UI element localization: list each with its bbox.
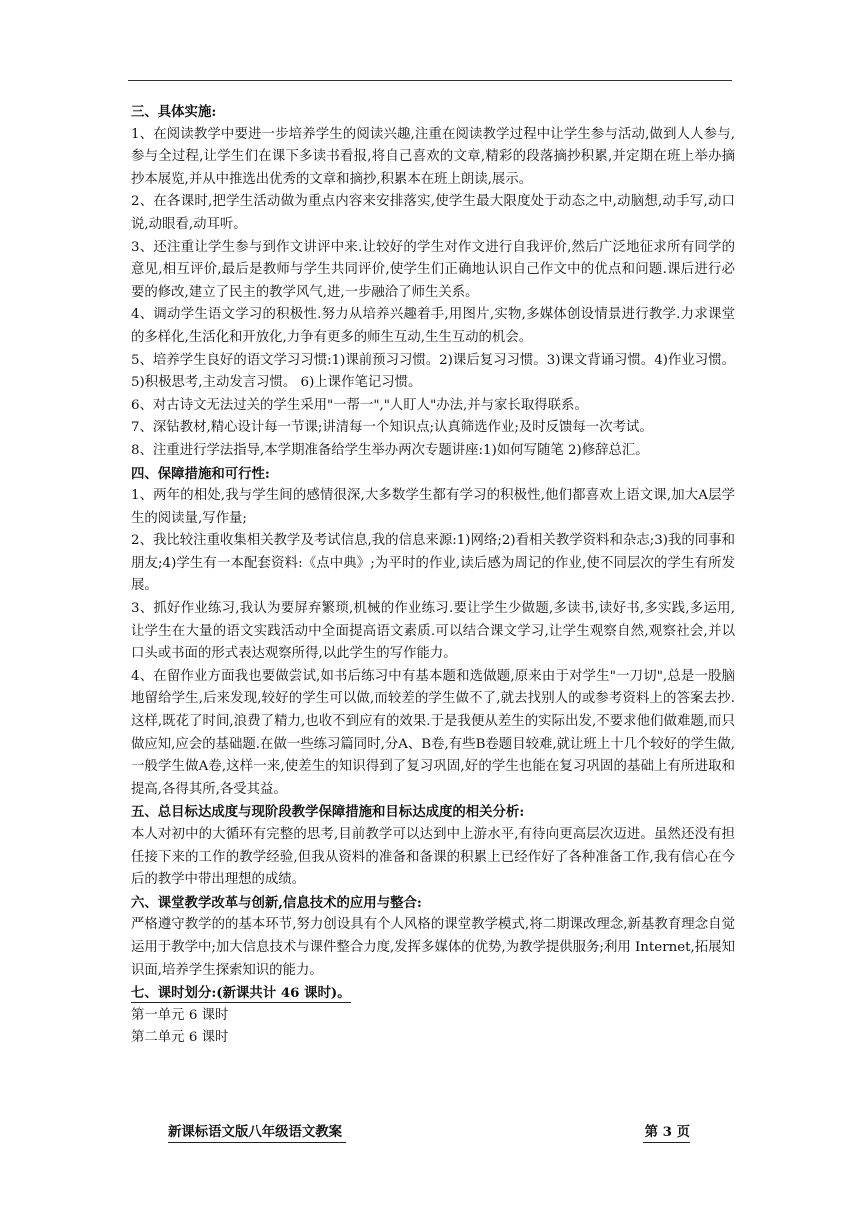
paragraph: 1、在阅读教学中要进一步培养学生的阅读兴趣,注重在阅读教学过程中让学生参与活动,做到人人参与,参与全过程,让学生们在课下多读书看报,将自己喜欢的文章,精彩的段落摘抄积累,并定期在班上举办摘抄本展览,并从中推选出优秀的文章和摘抄,积累本在班上朗读,展示。 — [131, 126, 735, 187]
document-body — [131, 101, 735, 1050]
page-footer — [168, 1121, 690, 1145]
section-heading-7-text: 七、课时划分:(新课共计 46 课时)。 — [131, 985, 351, 1002]
footer-title: 新课标语文版八年级语文教案 — [168, 1121, 346, 1143]
section-heading-6: 六、课堂教学改革与创新,信息技术的应用与整合: — [131, 894, 422, 911]
paragraph: 本人对初中的大循环有完整的思考,目前教学可以达到中上游水平,有待向更高层次迈进。虽然还没有担任接下来的工作的教学经验,但我从资料的准备和备课的积累上已经作好了各种准备工作,我有信心在今后的教学中带出理想的成绩。 — [131, 827, 735, 888]
paragraph: 4、调动学生语文学习的积极性.努力从培养兴趣着手,用图片,实物,多媒体创设情景进行教学.力求课堂的多样化,生活化和开放化,力争有更多的师生互动,生生互动的机会。 — [131, 307, 735, 345]
page-number: 第 3 页 — [643, 1121, 690, 1143]
paragraph: 3、还注重让学生参与到作文讲评中来.让较好的学生对作文进行自我评价,然后广泛地征求所有同学的意见,相互评价,最后是教师与学生共同评价,使学生们正确地认识自己作文中的优点和问题.课后进行必要的修改,建立了民主的教学风气,进,一步融洽了师生关系。 — [131, 239, 735, 300]
section-heading-3: 三、具体实施: — [131, 104, 217, 120]
paragraph: 6、对古诗文无法过关的学生采用"一帮一","人盯人"办法,并与家长取得联系。 — [131, 397, 588, 413]
paragraph: 2、在各课时,把学生活动做为重点内容来安排落实,使学生最大限度处于动态之中,动脑想,动手写,动口说,动眼看,动耳听。 — [131, 194, 735, 232]
paragraph: 7、深钻教材,精心设计每一节课;讲清每一个知识点;认真筛选作业;及时反馈每一次考试。 — [131, 420, 653, 436]
paragraph: 4、在留作业方面我也要做尝试,如书后练习中有基本题和选做题,原来由于对学生"一刀切",总是一股脑地留给学生,后来发现,较好的学生可以做,而较差的学生做不了,就去找别人的或参考资料上的答案去抄.这样,既花了时间,浪费了精力,也收不到应有的效果.于是我便从差生的实际出发,不要求他们做难题,而只做应知,应会的基础题.在做一些练习篇同时,分A、B卷,有些B卷题目较难,就让班上十几个较好的学生做,一般学生做A卷,这样一来,使差生的知识得到了复习巩固,好的学生也能在复习巩固的基础上有所进取和提高,各得其所,各受其益。 — [131, 668, 735, 797]
paragraph: 1、两年的相处,我与学生间的感情很深,大多数学生都有学习的积极性,他们都喜欢上语文课,加大A层学生的阅读量,写作量; — [131, 488, 735, 526]
header-rule — [128, 80, 732, 81]
paragraph: 3、抓好作业练习,我认为要屏弃繁琐,机械的作业练习.要让学生少做题,多读书,读好书,多实践,多运用,让学生在大量的语文实践活动中全面提高语文素质.可以结合课文学习,让学生观察自然,观察社会,并以口头或书面的形式表达观察所得,以此学生的写作能力。 — [131, 601, 735, 662]
section-heading-7 — [131, 982, 735, 1005]
paragraph: 第一单元 6 课时 — [131, 1007, 229, 1023]
paragraph: 5、培养学生良好的语文学习习惯:1)课前预习习惯。2)课后复习习惯。3)课文背诵习惯。4)作业习惯。5)积极思考,主动发言习惯。 6)上课作笔记习惯。 — [131, 352, 735, 391]
paragraph: 第二单元 6 课时 — [131, 1030, 229, 1046]
paragraph: 严格遵守教学的的基本环节,努力创设具有个人风格的课堂教学模式,将二期课改理念,新基教育理念自觉运用于教学中;加大信息技术与课件整合力度,发挥多媒体的优势,为教学提供服务;利用 Internet,拓展知识面,培养学生探索知识的能力。 — [131, 917, 735, 978]
section-heading-5: 五、总目标达成度与现阶段教学保障措施和目标达成度的相关分析: — [131, 804, 525, 821]
paragraph: 8、注重进行学法指导,本学期准备给学生举办两次专题讲座:1)如何写随笔 2)修辞总汇。 — [131, 442, 649, 458]
section-heading-4: 四、保障措施和可行性: — [131, 465, 270, 482]
paragraph: 2、我比较注重收集相关教学及考试信息,我的信息来源:1)网络;2)看相关教学资料和杂志;3)我的同事和朋友;4)学生有一本配套资料:《点中典》;为平时的作业,读后感为周记的作业,使不同层次的学生有所发展。 — [131, 533, 735, 594]
